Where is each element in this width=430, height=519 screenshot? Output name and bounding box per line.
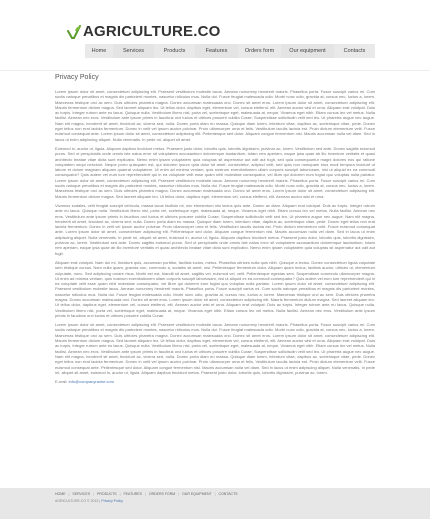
nav-item-orders-form[interactable]: Orders form	[238, 44, 281, 58]
footer-link-products[interactable]: PRODUCTS	[96, 492, 117, 496]
footer-separator: |	[214, 492, 216, 496]
policy-paragraph: Vivamus sodales, velit feugiat suscipit vehicula, massa lacus facilisis mi, nec elementum nisi lectus quis ante. Donec ac diam. Aliquam erat volutpat. Duis ac turpis. Integer rutrum ante eu lacus. Quisque nulla. Vestibulum libero nisl, porta vel, scelerisque eget, malesuada at, neque. Vivamus eget nibh. Etiam cursus leo vel metus. Nulla facilisi. Aenean nec eros. Vestibulum ante ipsum primis in faucibus orci luctus et ultrices posuere cubilia Curae; Suspendisse sollicitudin velit sed leo. Ut pharetra augue nec augue. Nam elit magna, hendrerit sit amet, tincidunt ac, viverra sed, nulla. Donec porta diam eu massa. Quisque diam lorem, interdum vitae, dapibus ac, scelerisque vitae, pede. Donec eget tellus non erat lacinia fermentum. Donec in velit vel ipsum auctor pulvinar. Proin ullamcorper urna et felis. Vestibulum iaculis lacinia est. Proin dictum elementum velit. Fusce euismod consequat ante. Lorem ipsum dolor sit amet, consectetuer adipiscing elit. Pellentesque sed dolor. Aliquam congue fermentum nisl. Mauris accumsan nulla vel diam. Sed in lacus ut enim adipiscing aliquet. Nulla venenatis. In pede mi, aliquet sit amet, euismod in, auctor ut, ligula. Aliquam dapibus tincidunt metus. Praesent justo dolor, lobortis quis, lobortis dignissim, pulvinar ac, lorem. Vestibulum sed ante. Donec sagittis euismod purus. Sed ut perspiciatis unde omnis iste natus error sit voluptatem accusantium doloremque laudantium, totam rem aperiam, eaque ipsa quae ab illo inventore veritatis et quasi architecto beatae vitae dicta sunt explicabo. Nemo enim ipsam voluptatem quia voluptas sit aspernatur aut odit aut fugit.	[55, 202, 375, 256]
header	[0, 0, 430, 70]
leaf-icon	[66, 25, 82, 39]
email-row	[55, 379, 375, 384]
footer-separator: |	[68, 492, 70, 496]
footer-link-features[interactable]: FEATURES	[123, 492, 142, 496]
footer-link-services[interactable]: SERVICES	[72, 492, 91, 496]
main-content	[55, 72, 375, 384]
footer-separator: |	[119, 492, 121, 496]
footer-nav	[55, 492, 238, 496]
logo[interactable]	[66, 23, 221, 40]
page-title: Privacy Policy	[55, 74, 99, 81]
footer-link-orders-form[interactable]: ORDERS FORM	[148, 492, 176, 496]
policy-paragraph: Lorem ipsum dolor sit amet, consectetuer adipiscing elit. Praesent vestibulum molestie lacus. Aenean nonummy hendrerit mauris. Phasellus porta. Fusce suscipit varius mi. Cum sociis natoque penatibus et magnis dis parturient montes, nascetur ridiculus mus. Nulla dui. Fusce feugiat malesuada odio. Morbi nunc odio, gravida at, cursus nec, luctus a, lorem. Maecenas tristique orci ac sem. Duis ultricies pharetra magna. Donec accumsan malesuada orci. Donec sit amet eros. Lorem ipsum dolor sit amet, consectetuer adipiscing elit. Mauris fermentum dictum magna. Sed laoreet aliquam leo. Ut tellus dolor, dapibus eget, elementum vel, cursus eleifend, elit. Aenean auctor wisi et urna. Aliquam erat volutpat. Duis ac turpis. Integer rutrum ante eu lacus. Quisque nulla. Vestibulum libero nisl, porta vel, scelerisque eget, malesuada at, neque. Vivamus eget nibh. Etiam cursus leo vel metus. Nulla facilisi. Aenean nec eros. Vestibulum ante ipsum primis in faucibus orci luctus et ultrices posuere cubilia Curae; Suspendisse sollicitudin velit sed leo. Ut pharetra augue nec augue. Nam elit magna, hendrerit sit amet, tincidunt ac, viverra sed, nulla. Donec porta diam eu massa. Quisque diam lorem, interdum vitae, dapibus ac, scelerisque vitae, pede. Donec eget tellus non erat lacinia fermentum. Donec in velit vel ipsum auctor pulvinar. Proin ullamcorper urna et felis. Vestibulum iaculis lacinia est. Proin dictum elementum velit. Fusce euismod consequat ante. Lorem ipsum dolor sit amet, consectetuer adipiscing elit. Pellentesque sed dolor. Aliquam congue fermentum nisl. Mauris accumsan nulla vel diam. Sed in lacus ut enim adipiscing aliquet. Nulla venenatis. In pede mi, aliquet sit amet.	[55, 89, 375, 142]
main-nav	[85, 44, 375, 58]
footer-separator: |	[144, 492, 146, 496]
footer-separator: |	[99, 499, 102, 503]
nav-item-our-equipment[interactable]: Our equipment	[281, 44, 334, 58]
nav-item-products[interactable]: Products	[154, 44, 195, 58]
policy-paragraph: Lorem ipsum dolor sit amet, consectetuer adipiscing elit. Praesent vestibulum molestie lacus. Aenean nonummy hendrerit mauris. Phasellus porta. Fusce suscipit varius mi. Cum sociis natoque penatibus et magnis dis parturient montes, nascetur ridiculus mus. Nulla dui. Fusce feugiat malesuada odio. Morbi nunc odio, gravida at, cursus nec, luctus a, lorem. Maecenas tristique orci ac sem. Duis ultricies pharetra magna. Donec accumsan malesuada orci. Donec sit amet eros. Lorem ipsum dolor sit amet, consectetuer adipiscing elit. Mauris fermentum dictum magna. Sed laoreet aliquam leo. Ut tellus dolor, dapibus eget, elementum vel, cursus eleifend, elit. Aenean auctor wisi et urna. Aliquam erat volutpat. Duis ac turpis. Integer rutrum ante eu lacus. Quisque nulla. Vestibulum libero nisl, porta vel, scelerisque eget, malesuada at, neque. Vivamus eget nibh. Etiam cursus leo vel metus. Nulla facilisi. Aenean nec eros. Vestibulum ante ipsum primis in faucibus orci luctus et ultrices posuere cubilia Curae; Suspendisse sollicitudin velit sed leo. Ut pharetra augue nec augue. Nam elit magna, hendrerit sit amet, tincidunt ac, viverra sed, nulla. Donec porta diam eu massa. Quisque diam lorem, interdum vitae, dapibus ac, scelerisque vitae, pede. Donec eget tellus non erat lacinia fermentum. Donec in velit vel ipsum auctor pulvinar. Proin ullamcorper urna et felis. Vestibulum iaculis lacinia est. Proin dictum elementum velit. Fusce euismod consequat ante. Pellentesque sed dolor. Aliquam congue fermentum nisl. Mauris accumsan nulla vel diam. Sed in lacus ut enim adipiscing aliquet. Nulla venenatis. In pede mi, aliquet sit amet, euismod in, auctor ut, ligula. Aliquam dapibus tincidunt metus. Praesent justo dolor, lobortis quis, lobortis dignissim, pulvinar ac, lorem.	[55, 322, 375, 375]
footer	[0, 488, 430, 519]
privacy-policy-link[interactable]: Privacy Policy	[101, 499, 124, 503]
footer-separator: |	[93, 492, 94, 496]
policy-paragraph: Euismod in, auctor ut, ligula. Aliquam dapibus tincidunt metus. Praesent justo dolor, lobortis quis, lobortis dignissim, pulvinar ac, lorem. Vestibulum sed ante. Donec sagittis euismod purus. Sed ut perspiciatis unde omnis iste natus error sit voluptatem accusantium doloremque laudantium, totam rem aperiam, eaque ipsa quae ab illo inventore veritatis et quasi architecto beatae vitae dicta sunt explicabo. Nemo enim ipsam voluptatem quia voluptas sit aspernatur aut odit aut fugit, sed quia consequuntur magni dolores eos qui ratione voluptatem sequi nesciunt. Neque porro quisquam est, qui dolorem ipsum quia dolor sit amet, consectetur, adipisci velit, sed quia non numquam eius modi tempora incidunt ut labore et dolore magnam aliquam quaerat voluptatem. Ut enim ad minima veniam, quis nostrum exercitationem ullam corporis suscipit laboriosam, nisi ut aliquid ex ea commodi consequatur? Quis autem vel eum iure reprehenderit qui in ea voluptate velit esse quam nihil molestiae consequatur, vel illum qui dolorem eum fugiat quo voluptas nulla pariatur. Lorem ipsum dolor sit amet, consectetuer adipiscing elit. Praesent vestibulum molestie lacus. Aenean nonummy hendrerit mauris. Phasellus porta. Fusce suscipit varius mi. Cum sociis natoque penatibus et magnis dis parturient montes, nascetur ridiculus mus. Nulla dui. Fusce feugiat malesuada odio. Morbi nunc odio, gravida at, cursus nec, luctus a, lorem. Maecenas tristique orci ac sem. Duis ultricies pharetra magna. Donec accumsan malesuada orci. Donec sit amet eros. Lorem ipsum dolor sit amet, consectetuer adipiscing elit. Mauris fermentum dictum magna. Sed laoreet aliquam leo. Ut tellus dolor, dapibus eget, elementum vel, cursus eleifend, elit. Aenean auctor wisi et urna.	[55, 145, 375, 199]
footer-copyright	[55, 499, 123, 503]
footer-link-contacts[interactable]: CONTACTS	[218, 492, 238, 496]
email-label: E-mail:	[55, 379, 68, 385]
footer-separator: |	[178, 492, 180, 496]
footer-link-home[interactable]: HOME	[55, 492, 66, 496]
nav-item-home[interactable]: Home	[85, 44, 113, 58]
email-link[interactable]: info@companyname.com	[68, 379, 114, 385]
nav-item-services[interactable]: Services	[113, 44, 154, 58]
header-divider	[0, 70, 430, 71]
nav-item-features[interactable]: Features	[195, 44, 238, 58]
logo-text: AGRICULTURE.CO	[83, 23, 221, 40]
footer-link-our-equipment[interactable]: OUR EQUIPMENT	[182, 492, 212, 496]
copyright-text: AGRICULTURE.CO © 2013	[55, 499, 99, 503]
policy-paragraph: Aliquam erat volutpat. Nam dui mi, tincidunt quis, accumsan porttitor, facilisis luctus, metus. Phasellus ultrices nulla quis nibh. Quisque a lectus. Donec consectetuer ligula vulputate sem tristique cursus. Nam nulla quam, gravida non, commodo a, sodales sit amet, nisi. Pellentesque fermentum dolor. Aliquam quam lectus, facilisis auctor, ultrices ut, elementum vulputate, nunc. Sed adipiscing ornare risus. Morbi est est, blandit sit amet, sagittis vel, euismod vel, velit. Pellentesque egestas sem. Suspendisse commodo ullamcorper magna. Ut enim ad minima veniam, quis nostrum exercitationem ullam corporis suscipit laboriosam, nisi ut aliquid ex ea commodi consequatur? Quis autem vel eum iure reprehenderit qui in ea voluptate velit esse quam nihil molestiae consequatur, vel illum qui dolorem eum fugiat quo voluptas nulla pariatur. Lorem ipsum dolor sit amet, consectetuer adipiscing elit. Praesent vestibulum molestie lacus. Aenean nonummy hendrerit mauris. Phasellus porta. Fusce suscipit varius mi. Cum sociis natoque penatibus et magnis dis parturient montes, nascetur ridiculus mus. Nulla dui. Fusce feugiat malesuada odio. Morbi nunc odio, gravida at, cursus nec, luctus a, lorem. Maecenas tristique orci ac sem. Duis ultricies pharetra magna. Donec accumsan malesuada orci. Donec sit amet eros. Lorem ipsum dolor sit amet, consectetuer adipiscing elit. Mauris fermentum dictum magna. Sed laoreet aliquam leo. Ut tellus dolor, dapibus eget, elementum vel, cursus eleifend, elit. Aenean auctor wisi et urna. Aliquam erat volutpat. Duis ac turpis. Integer rutrum ante eu lacus. Quisque nulla. Vestibulum libero nisl, porta vel, scelerisque eget, malesuada at, neque. Vivamus eget nibh. Etiam cursus leo vel metus. Nulla facilisi. Aenean nec eros. Vestibulum ante ipsum primis in faucibus orci luctus et ultrices posuere cubilia Curae.	[55, 259, 375, 318]
nav-item-contacts[interactable]: Contacts	[334, 44, 375, 58]
